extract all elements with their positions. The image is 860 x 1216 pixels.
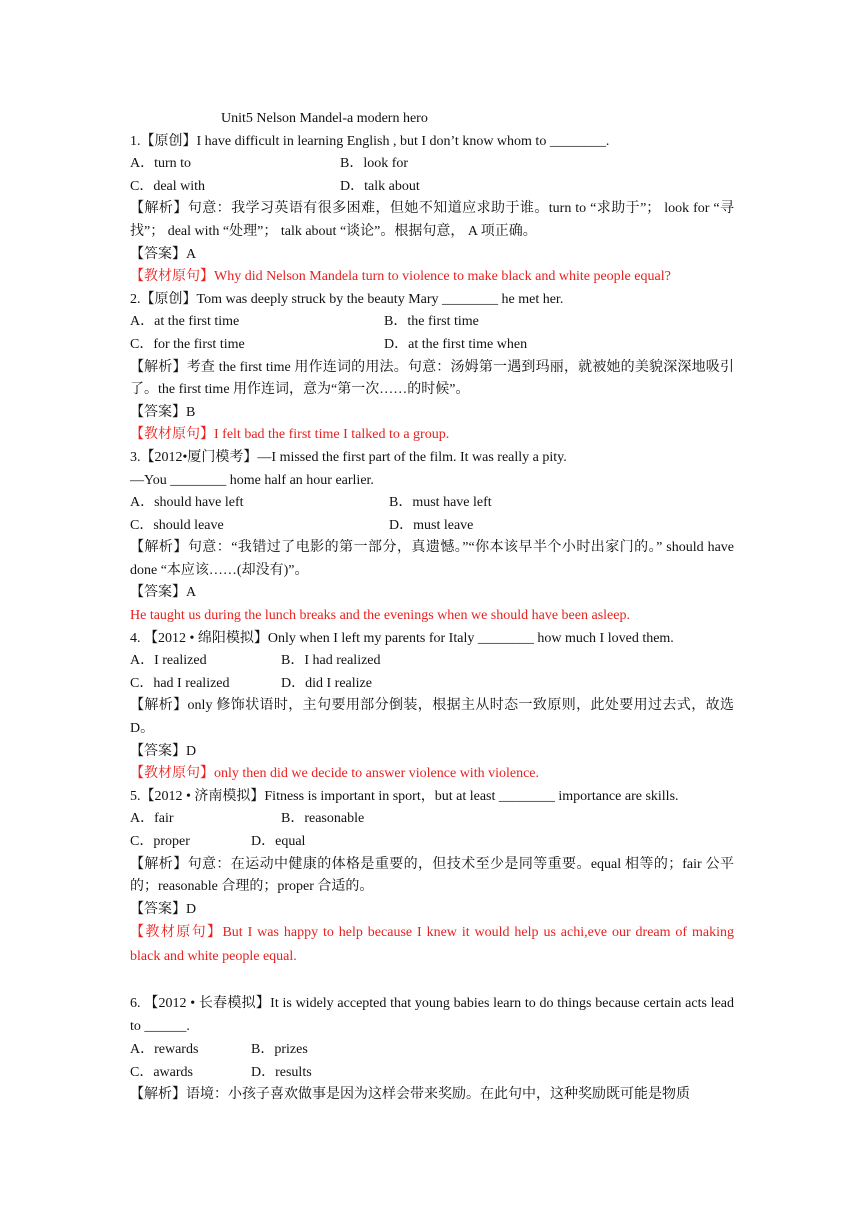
- q2-option-b: B．the first time: [384, 314, 479, 330]
- q4-options-row-2: [130, 673, 734, 696]
- q4-stem: 4. 【2012 • 绵阳模拟】Only when I left my parents for Italy ________ how much I loved them.: [130, 630, 674, 646]
- q6-stem: 6. 【2012 • 长春模拟】It is widely accepted that young babies learn to do things because certain acts lead to ______.: [130, 995, 734, 1035]
- q2-source-text: I felt bad the first time I talked to a group.: [214, 427, 450, 443]
- q5-options-row-1: [130, 808, 734, 831]
- q5-textbook-sentence: [130, 921, 734, 969]
- q1-option-b: B．look for: [340, 156, 409, 172]
- q3-option-b: B．must have left: [389, 495, 492, 511]
- q1-options-row-2: [130, 176, 734, 199]
- q4-option-d: D．did I realize: [281, 675, 372, 691]
- q2-options-row-2: [130, 334, 734, 357]
- q4-options-row-1: [130, 650, 734, 673]
- q1-answer: 【答案】A: [130, 246, 197, 262]
- q2-option-c: C．for the first time: [130, 336, 245, 352]
- q3-answer: 【答案】A: [130, 585, 197, 601]
- q1-source-tag: 【教材原句】: [130, 269, 214, 285]
- q3-option-a: A．should have left: [130, 495, 244, 511]
- q4-textbook-sentence: [130, 763, 734, 786]
- q6-option-d: D．results: [251, 1064, 312, 1080]
- q2-option-d: D．at the first time when: [384, 336, 528, 352]
- q2-stem: 2.【原创】Tom was deeply struck by the beauty Mary ________ he met her.: [130, 291, 564, 307]
- q5-source-text: But I was happy to help because I knew it would help us achi,eve our dream of making black and white people equal.: [130, 925, 734, 965]
- unit-title: Unit5 Nelson Mandel-a modern hero: [221, 111, 428, 126]
- q1-option-a: A．turn to: [130, 156, 192, 172]
- q3-options-row-1: [130, 492, 734, 515]
- q2-answer: 【答案】B: [130, 404, 196, 420]
- q6-option-b: B．prizes: [251, 1041, 308, 1057]
- q3-stem-line-2: —You ________ home half an hour earlier.: [130, 472, 374, 488]
- document-page: [130, 108, 734, 1107]
- q6-options-row-2: [130, 1062, 734, 1085]
- q1-option-d: D．talk about: [340, 178, 420, 194]
- q1-analysis: 【解析】句意：我学习英语有很多困难，但她不知道应求助于谁。turn to “求助于”； look for “寻找”； deal with “处理”； talk about “谈论”。根据句意， A 项正确。: [130, 201, 734, 239]
- q5-stem: 5.【2012 • 济南模拟】Fitness is important in sport，but at least ________ importance are skills.: [130, 788, 679, 804]
- q5-options-row-2: [130, 831, 734, 854]
- q1-options-row-1: [130, 153, 734, 176]
- q4-source-text: only then did we decide to answer violence with violence.: [214, 766, 540, 782]
- q3-options-row-2: [130, 515, 734, 538]
- q6-option-c: C．awards: [130, 1064, 193, 1080]
- q1-option-c: C．deal with: [130, 178, 206, 194]
- q4-analysis: 【解析】only 修饰状语时，主句要用部分倒装，根据主从时态一致原则，此处要用过去式，故选 D。: [130, 698, 734, 737]
- q6-analysis: 【解析】语境：小孩子喜欢做事是因为这样会带来奖励。在此句中，这种奖励既可能是物质: [130, 1087, 690, 1103]
- q5-source-tag: 【教材原句】: [130, 925, 223, 941]
- q4-option-b: B．I had realized: [281, 653, 381, 669]
- q5-option-b: B．reasonable: [281, 811, 365, 827]
- q4-option-a: A．I realized: [130, 653, 207, 669]
- q5-answer: 【答案】D: [130, 901, 197, 917]
- q1-stem: 1.【原创】I have difficult in learning English , but I don’t know whom to ________.: [130, 133, 610, 149]
- spacer: [130, 969, 734, 992]
- q3-analysis: 【解析】句意：“我错过了电影的第一部分，真遗憾。”“你本该早半个小时出家门的。” should have done “本应该……(却没有)”。: [130, 540, 734, 578]
- q1-source-text: Why did Nelson Mandela turn to violence to make black and white people equal?: [214, 269, 671, 285]
- q5-option-a: A．fair: [130, 811, 174, 827]
- q2-options-row-1: [130, 311, 734, 334]
- q5-option-d: D．equal: [251, 834, 306, 849]
- q2-option-a: A．at the first time: [130, 314, 240, 330]
- q4-answer: 【答案】D: [130, 743, 197, 759]
- q3-option-d: D．must leave: [389, 517, 474, 533]
- q2-source-tag: 【教材原句】: [130, 427, 214, 443]
- q3-option-c: C．should leave: [130, 517, 224, 533]
- q2-textbook-sentence: [130, 424, 734, 447]
- q5-analysis: 【解析】句意：在运动中健康的体格是重要的，但技术至少是同等重要。equal 相等的；fair 公平的；reasonable 合理的；proper 合适的。: [130, 856, 734, 895]
- q6-option-a: A．rewards: [130, 1041, 199, 1057]
- q4-option-c: C．had I realized: [130, 675, 230, 691]
- q1-textbook-sentence: [130, 266, 734, 289]
- q5-option-c: C．proper: [130, 834, 190, 849]
- q2-analysis: 【解析】考查 the first time 用作连词的用法。句意：汤姆第一遇到玛丽，就被她的美貌深深地吸引了。the first time 用作连词，意为“第一次……的时候”。: [130, 359, 734, 398]
- q3-stem-line-1: 3.【2012•厦门模考】—I missed the first part of the film. It was really a pity.: [130, 449, 567, 465]
- q6-options-row-1: [130, 1039, 734, 1062]
- q3-textbook-sentence: He taught us during the lunch breaks and the evenings when we should have been asleep.: [130, 608, 630, 624]
- q4-source-tag: 【教材原句】: [130, 766, 214, 782]
